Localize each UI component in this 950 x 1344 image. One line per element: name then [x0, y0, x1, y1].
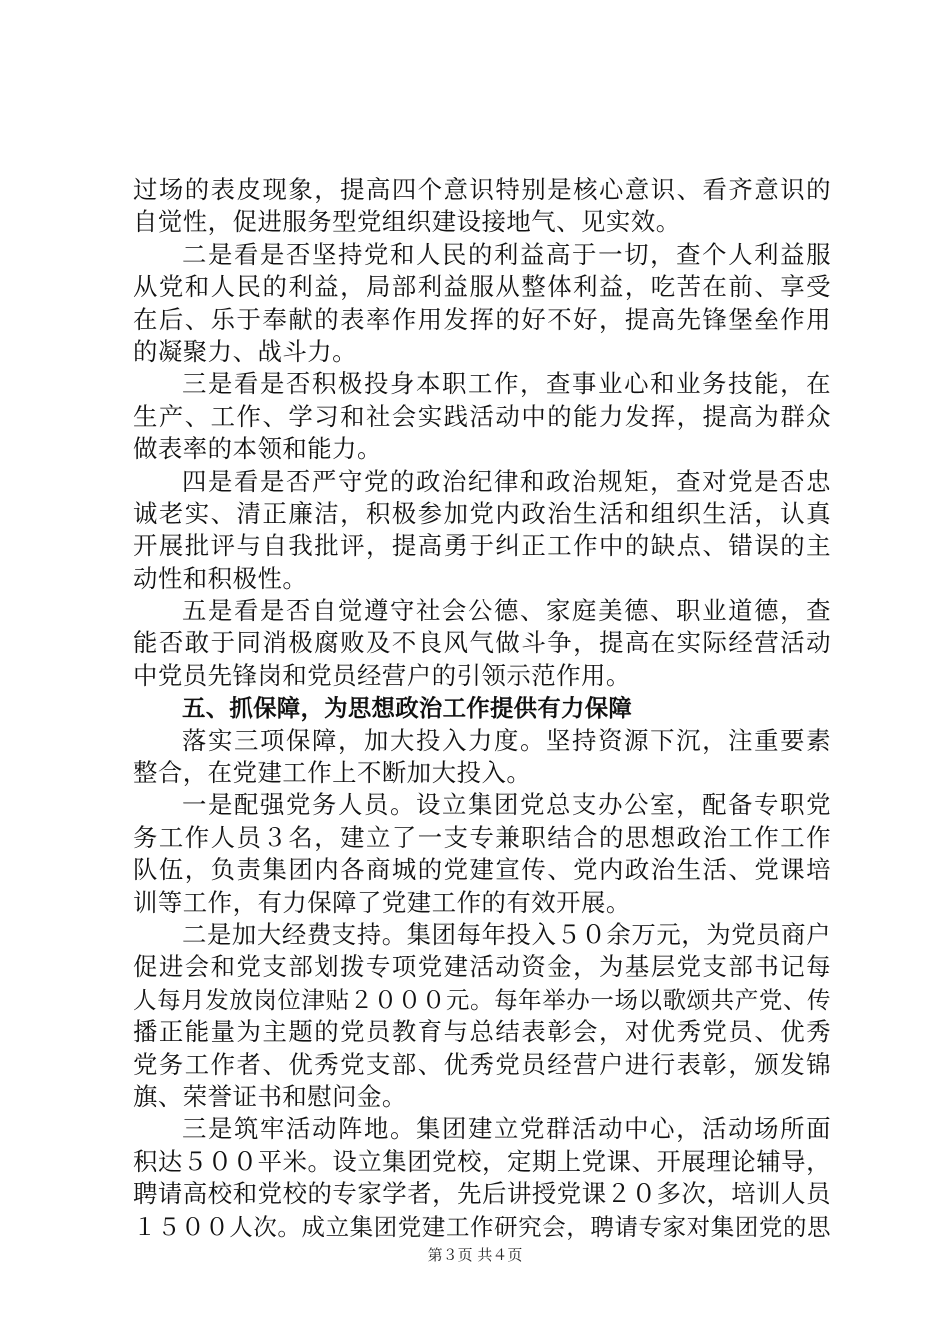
text-line: 生产、工作、学习和社会实践活动中的能力发挥，提高为群众 — [133, 401, 831, 431]
text-line: 四是看是否严守党的政治纪律和政治规矩，查对党是否忠 — [182, 466, 831, 496]
text-line: 训等工作，有力保障了党建工作的有效开展。 — [133, 887, 631, 917]
text-line: 党务工作者、优秀党支部、优秀党员经营户进行表彰，颁发锦 — [133, 1049, 831, 1079]
text-line: 诚老实、清正廉洁，积极参加党内政治生活和组织生活，认真 — [133, 498, 831, 528]
text-line: 务工作人员３名，建立了一支专兼职结合的思想政治工作工作 — [133, 822, 831, 852]
text-line: 整合，在党建工作上不断加大投入。 — [133, 758, 532, 788]
text-line: 开展批评与自我批评，提高勇于纠正工作中的缺点、错误的主 — [133, 531, 831, 561]
text-line: 动性和积极性。 — [133, 563, 308, 593]
text-line: 播正能量为主题的党员教育与总结表彰会，对优秀党员、优秀 — [133, 1017, 831, 1047]
text-line: 做表率的本领和能力。 — [133, 434, 382, 464]
text-line: 积达５００平米。设立集团党校，定期上党课、开展理论辅导， — [133, 1146, 831, 1176]
section-heading: 五、抓保障，为思想政治工作提供有力保障 — [182, 694, 633, 723]
text-line: 五是看是否自觉遵守社会公德、家庭美德、职业道德，查 — [182, 596, 831, 626]
text-line: 二是看是否坚持党和人民的利益高于一切，查个人利益服 — [182, 239, 831, 269]
text-line: 过场的表皮现象，提高四个意识特别是核心意识、看齐意识的 — [133, 175, 831, 204]
page-footer: 第３页 共４页 — [427, 1246, 523, 1264]
text-line: 的凝聚力、战斗力。 — [133, 336, 358, 366]
text-line: 落实三项保障，加大投入力度。坚持资源下沉，注重要素 — [182, 725, 831, 755]
text-line: 三是筑牢活动阵地。集团建立党群活动中心，活动场所面 — [182, 1114, 831, 1144]
text-line: 一是配强党务人员。设立集团党总支办公室，配备专职党 — [182, 790, 831, 820]
text-line: 自觉性，促进服务型党组织建设接地气、见实效。 — [133, 207, 681, 237]
text-line: 人每月发放岗位津贴２０００元。每年举办一场以歌颂共产党、传 — [133, 985, 831, 1014]
text-line: 能否敢于同消极腐败及不良风气做斗争，提高在实际经营活动 — [133, 628, 831, 658]
text-line: 队伍，负责集团内各商城的党建宣传、党内政治生活、党课培 — [133, 855, 831, 885]
text-line: 在后、乐于奉献的表率作用发挥的好不好，提高先锋堡垒作用 — [133, 304, 831, 334]
text-line: 旗、荣誉证书和慰问金。 — [133, 1081, 407, 1111]
body-text — [133, 174, 831, 1243]
text-line: １５００人次。成立集团党建工作研究会，聘请专家对集团党的思 — [133, 1212, 831, 1241]
text-line: 二是加大经费支持。集团每年投入５０余万元，为党员商户 — [182, 919, 831, 949]
text-line: 促进会和党支部划拨专项党建活动资金，为基层党支部书记每 — [133, 952, 831, 982]
text-line: 聘请高校和党校的专家学者，先后讲授党课２０多次，培训人员 — [133, 1179, 831, 1209]
text-line: 中党员先锋岗和党员经营户的引领示范作用。 — [133, 660, 631, 690]
text-line: 三是看是否积极投身本职工作，查事业心和业务技能，在 — [182, 369, 831, 399]
text-line: 从党和人民的利益，局部利益服从整体利益，吃苦在前、享受 — [133, 272, 831, 302]
